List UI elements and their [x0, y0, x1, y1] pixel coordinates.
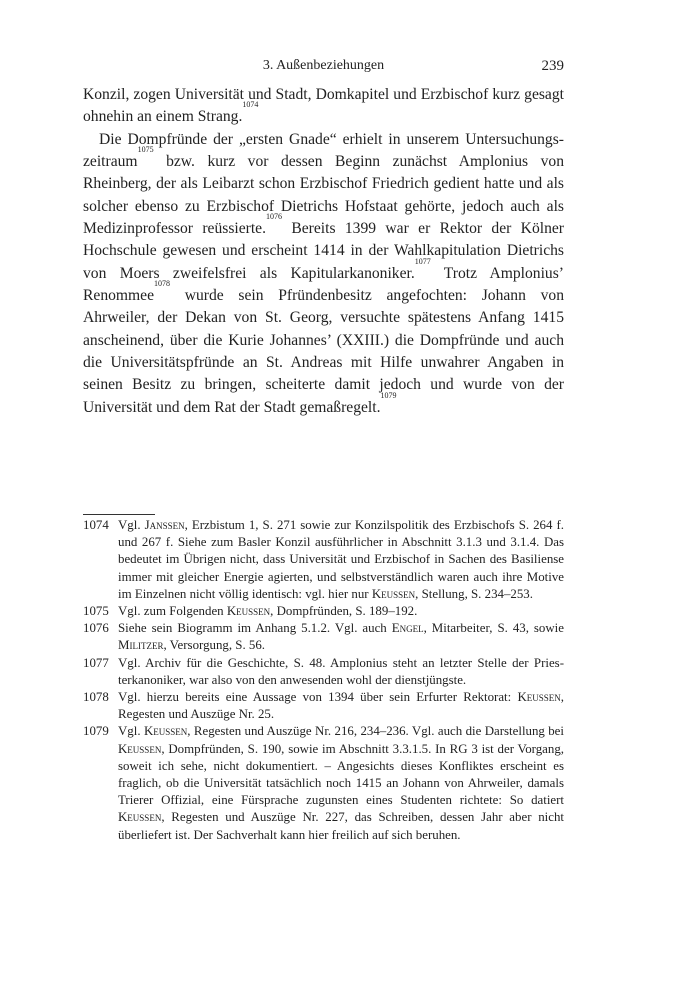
- text: Konzil, zogen Universität und Stadt, Domkapitel und Erzbischof kurz gesagt ohnehin an einem Strang.: [83, 86, 564, 126]
- footnote-ref[interactable]: 1077: [414, 256, 431, 266]
- footnotes: [83, 517, 564, 844]
- footnote-number: 1075: [83, 604, 109, 619]
- footnote-ref[interactable]: 1079: [380, 390, 397, 400]
- footnote-1076: [83, 620, 564, 654]
- footnote-number: 1079: [83, 724, 109, 739]
- footnote-ref[interactable]: 1076: [266, 212, 282, 222]
- paragraph-2: [83, 129, 564, 419]
- footnote-text: Vgl. Keussen, Regesten und Auszüge Nr. 216, 234–236. Vgl. auch die Darstellung bei Keussen, Dompfründen, S. 190, sowie im Abschnitt 3.3.1.5. In RG 3 ist der Vorgang, soweit ich sehe, nicht dokumentiert. – Angesichts dieses Konfliktes erscheint es fraglich, ob die Universität tatsächlich noch 1415 an Johann von Ahrweiler, damals Trierer Offizial, eine Fürsprache zugunsten eines Studenten richtete: So datiert Keussen, Regesten und Auszüge Nr. 227, das Schreiben, dessen Jahr aber nicht überliefert ist. Der Sachverhalt kann hier freilich auf sich beruhen.: [118, 724, 564, 842]
- footnote-text: Siehe sein Biogramm im Anhang 5.1.2. Vgl. auch Engel, Mitarbeiter, S. 43, sowie Militzer, Versorgung, S. 56.: [118, 621, 564, 653]
- footnote-1077: [83, 655, 564, 689]
- footnote-1074: [83, 517, 564, 603]
- paragraph-1: [83, 84, 564, 129]
- text: Trotz Amplonius’ Renommee: [83, 264, 564, 305]
- body-text: [83, 84, 564, 419]
- footnote-number: 1077: [83, 655, 109, 670]
- text: wurde sein Pfründenbesitz angefochten: Johann von Ahrweiler, der Dekan von St. Georg, versuchte spätestens Anfang 1415 anscheinend, über die Kurie Johannes’ (XXIII.) die Dompfründe und auch die Universitätspfründe an St. Andreas mit Hilfe unwahrer Angaben in seinen Besitz zu bringen, scheiterte damit jedoch und wurde von der Universität und dem Rat der Stadt gemaßregelt.: [83, 287, 564, 416]
- footnote-rule: [83, 514, 155, 515]
- footnote-1078: [83, 689, 564, 723]
- footnote-text: Vgl. hierzu bereits eine Aussage von 1394 über sein Erfurter Rektorat: Keussen, Regesten und Auszüge Nr. 25.: [118, 690, 564, 722]
- footnote-text: Vgl. zum Folgenden Keussen, Dompfründen, S. 189–192.: [118, 604, 418, 619]
- footnote-1075: [83, 603, 564, 620]
- page-number: 239: [541, 58, 564, 74]
- text: bzw. kurz vor dessen Beginn zunächst Amplonius von Rheinberg, der als Leibarzt schon Erzbischof Friedrich gedient hatte und als solcher ebenso zu Erzbischof Dietrichs Hofstaat gehörte, jedoch auch als Medizinprofessor reüssierte.: [83, 153, 564, 238]
- footnote-ref[interactable]: 1074: [242, 100, 259, 110]
- footnote-1079: [83, 723, 564, 843]
- footnote-text: Vgl. Archiv für die Geschichte, S. 48. Amplonius steht an letzter Stelle der Priesterkanoniker, war also von den anwesenden wohl der dienstjüngste.: [118, 655, 564, 687]
- footnote-number: 1076: [83, 621, 109, 636]
- text: Die Dompfründe der „ersten Gnade“ erhielt in unserem Untersuchungszeitraum: [83, 130, 564, 171]
- footnote-number: 1074: [83, 518, 109, 532]
- footnote-ref[interactable]: 1075: [137, 145, 154, 155]
- page-header: [83, 58, 564, 78]
- text: Bereits 1399 war er Rektor der Kölner Hochschule gewesen und erscheint 1414 in der Wahlkapitulation Dietrichs von Moers zweifelsfrei als Kapitularkanoniker.: [83, 220, 564, 282]
- footnote-ref[interactable]: 1078: [154, 279, 171, 289]
- footnote-text: Vgl. Janssen, Erzbistum 1, S. 271 sowie zur Konzilspolitik des Erzbischofs S. 264 f. und 267 f. Siehe zum Basler Konzil ausführlicher in Abschnitt 3.1.3 und 3.1.4. Das bedeutet im Übrigen nicht, dass Universität und Erzbischof in Sachen des Basiliense immer mit gleicher Energie agierten, und selbstverständlich waren auch ihre Motive im Einzelnen nicht völlig identisch: vgl. hier nur Keussen, Stellung, S. 234–253.: [118, 518, 564, 601]
- footnote-number: 1078: [83, 690, 109, 705]
- running-head: 3. Außenbeziehungen: [262, 58, 385, 73]
